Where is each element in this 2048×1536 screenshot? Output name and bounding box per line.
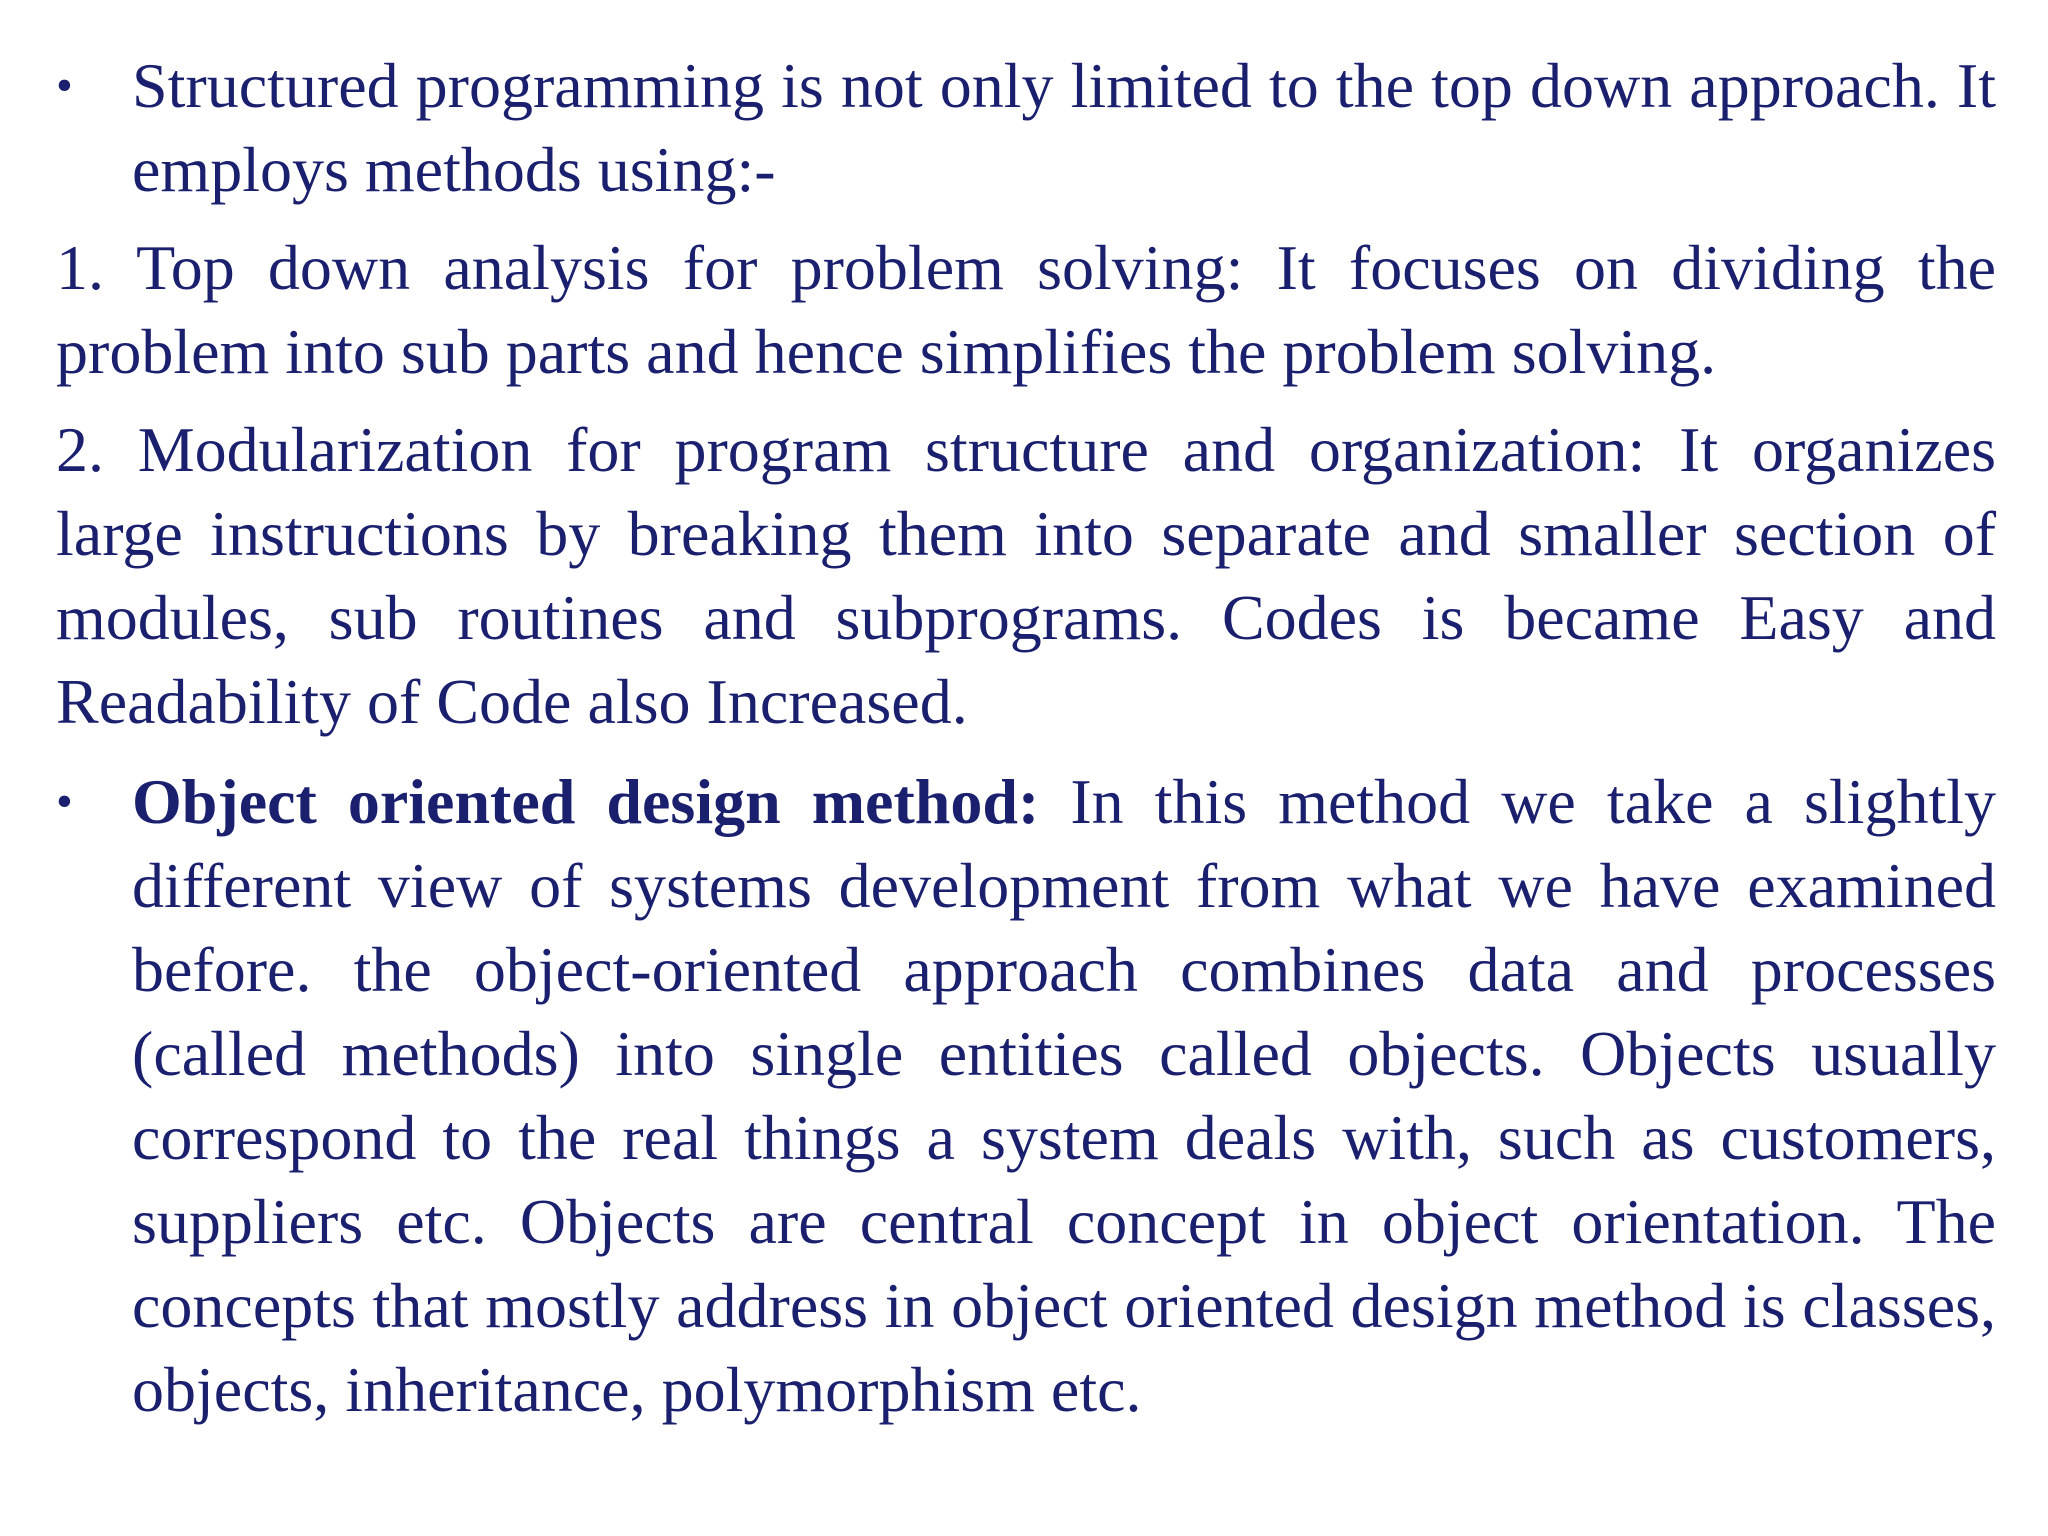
bullet-marker: • (56, 775, 73, 828)
slide-content (56, 44, 1996, 1432)
numbered-item-modularization (56, 408, 1996, 744)
point-1-text: 1. Top down analysis for problem solving: It focuses on dividing the problem into sub parts and hence simplifies the problem solving. (56, 232, 1996, 387)
numbered-item-top-down (56, 226, 1996, 394)
ood-body-text: In this method we take a slightly different view of systems development from what we have examined before. the object-oriented approach combines data and processes (called methods) into single entities called objects. Objects usually correspond to the real things a system deals with, such as customers, suppliers etc. Objects are central concept in object orientation. The concepts that mostly address in object oriented design method is classes, objects, inheritance, polymorphism etc. (132, 766, 1996, 1425)
point-2-text: 2. Modularization for program structure and organization: It organizes large instructions by breaking them into separate and smaller section of modules, sub routines and subprograms. Codes is became Easy and Readability of Code also Increased. (56, 414, 1996, 737)
bullet-structured-programming (56, 44, 1996, 212)
intro-text: Structured programming is not only limited to the top down approach. It employs methods using:- (132, 50, 1996, 205)
bullet-object-oriented-design (56, 760, 1996, 1432)
bullet-marker: • (56, 59, 73, 112)
ood-heading: Object oriented design method: (132, 766, 1040, 837)
